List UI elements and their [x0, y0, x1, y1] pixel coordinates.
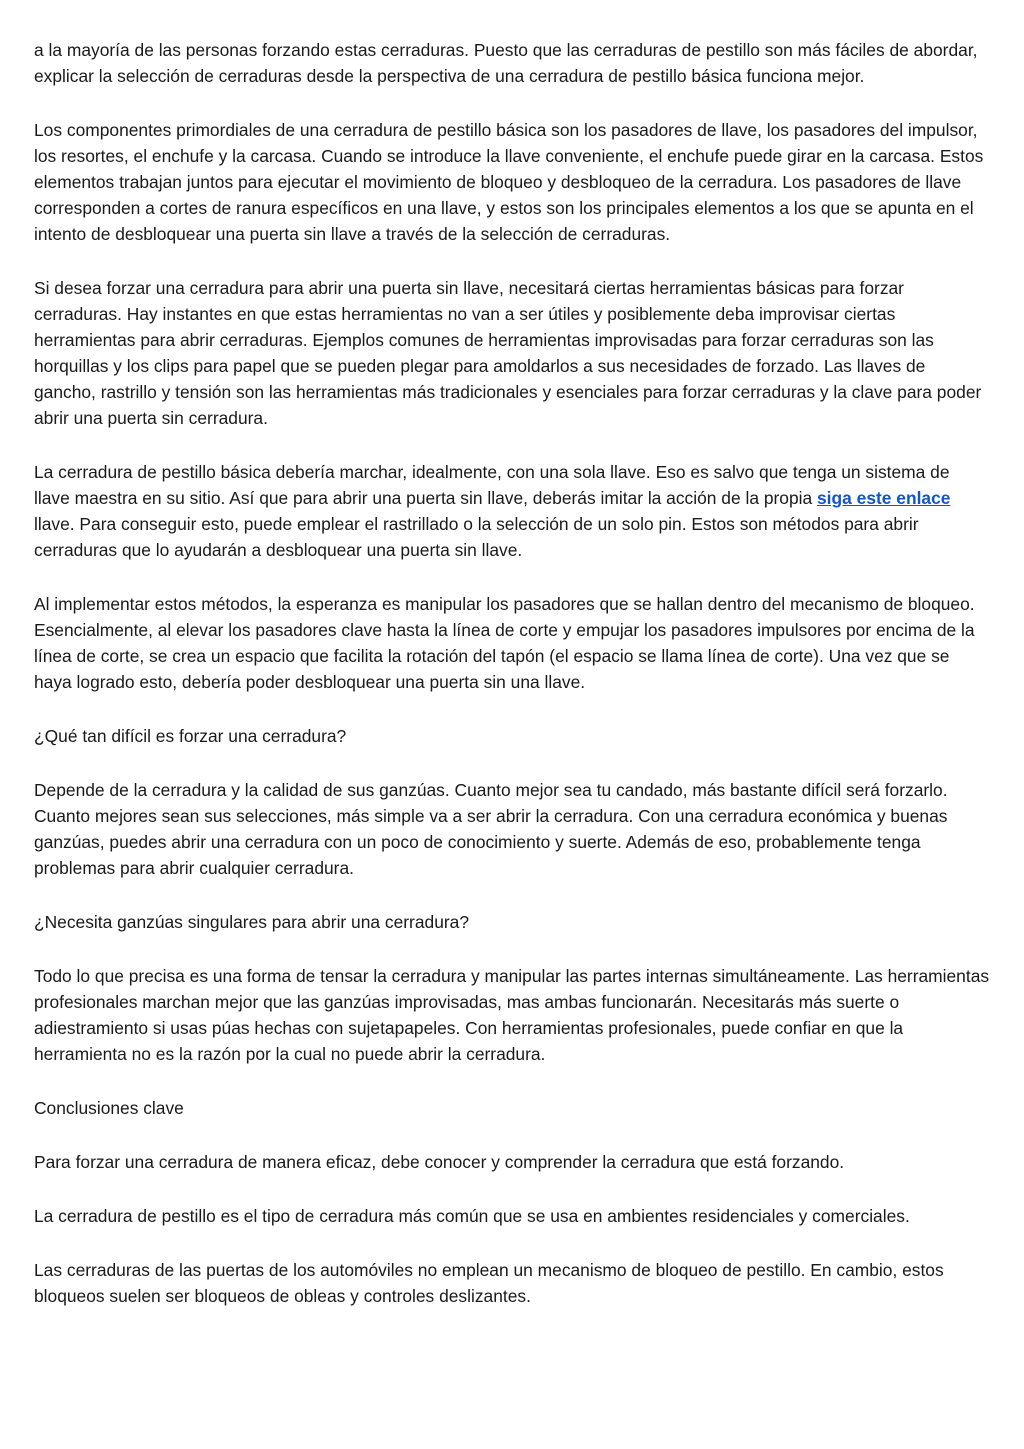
siga-este-enlace-link[interactable]: siga este enlace — [817, 488, 951, 508]
paragraph-pin-lock — [34, 459, 990, 563]
paragraph-intro: a la mayoría de las personas forzando estas cerraduras. Puesto que las cerraduras de pestillo son más fáciles de abordar, explicar la selección de cerraduras desde la perspectiva de una cerradura de pestillo básica funciona mejor. — [34, 40, 978, 86]
heading-conclusions: Conclusiones clave — [34, 1098, 184, 1118]
paragraph-components: Los componentes primordiales de una cerradura de pestillo básica son los pasadores de llave, los pasadores del impulsor, los resortes, el enchufe y la carcasa. Cuando se introduce la llave conveniente, el enchufe puede girar en la carcasa. Estos elementos trabajan juntos para ejecutar el movimiento de bloqueo y desbloqueo de la cerradura. Los pasadores de llave corresponden a cortes de ranura específicos en una llave, y estos son los principales elementos a los que se apunta en el intento de desbloquear una puerta sin llave a través de la selección de cerraduras. — [34, 120, 984, 244]
document-body — [34, 37, 990, 1337]
paragraph-pin-lock-before: La cerradura de pestillo básica debería marchar, idealmente, con una sola llave. Eso es salvo que tenga un sistema de llave maestra en su sitio. Así que para abrir una puerta sin llave, deberás imitar la acción de la propia — [34, 462, 950, 508]
paragraph-pin-lock-after: llave. Para conseguir esto, puede emplear el rastrillado o la selección de un solo pin. Estos son métodos para abrir cerraduras que lo ayudarán a desbloquear una puerta sin llave. — [34, 514, 919, 560]
paragraph-tools: Si desea forzar una cerradura para abrir una puerta sin llave, necesitará ciertas herramientas básicas para forzar cerraduras. Hay instantes en que estas herramientas no van a ser útiles y posiblemente deba improvisar ciertas herramientas para abrir cerraduras. Ejemplos comunes de herramientas improvisadas para forzar cerraduras son las horquillas y los clips para papel que se pueden plegar para amoldarlos a sus necesidades de forzado. Las llaves de gancho, rastrillo y tensión son las herramientas más tradicionales y esenciales para forzar cerraduras y la clave para poder abrir una puerta sin cerradura. — [34, 278, 982, 428]
paragraph-picks: Todo lo que precisa es una forma de tensar la cerradura y manipular las partes internas simultáneamente. Las herramientas profesionales marchan mejor que las ganzúas improvisadas, mas ambas funcionarán. Necesitarás más suerte o adiestramiento si usas púas hechas con sujetapapeles. Con herramientas profesionales, puede confiar en que la herramienta no es la razón por la cual no puede abrir la cerradura. — [34, 966, 990, 1064]
paragraph-difficulty: Depende de la cerradura y la calidad de sus ganzúas. Cuanto mejor sea tu candado, más bastante difícil será forzarlo. Cuanto mejores sean sus selecciones, más simple va a ser abrir la cerradura. Con una cerradura económica y buenas ganzúas, puedes abrir una cerradura con un poco de conocimiento y suerte. Además de eso, probablemente tenga problemas para abrir cualquier cerradura. — [34, 780, 948, 878]
conclusion-1: Para forzar una cerradura de manera eficaz, debe conocer y comprender la cerradura que está forzando. — [34, 1152, 845, 1172]
paragraph-methods: Al implementar estos métodos, la esperanza es manipular los pasadores que se hallan dentro del mecanismo de bloqueo. Esencialmente, al elevar los pasadores clave hasta la línea de corte y empujar los pasadores impulsores por encima de la línea de corte, se crea un espacio que facilita la rotación del tapón (el espacio se llama línea de corte). Una vez que se haya logrado esto, debería poder desbloquear una puerta sin una llave. — [34, 594, 975, 692]
conclusion-3: Las cerraduras de las puertas de los automóviles no emplean un mecanismo de bloqueo de pestillo. En cambio, estos bloqueos suelen ser bloqueos de obleas y controles deslizantes. — [34, 1260, 944, 1306]
question-difficulty: ¿Qué tan difícil es forzar una cerradura? — [34, 726, 347, 746]
question-picks: ¿Necesita ganzúas singulares para abrir una cerradura? — [34, 912, 470, 932]
conclusion-2: La cerradura de pestillo es el tipo de cerradura más común que se usa en ambientes residenciales y comerciales. — [34, 1206, 910, 1226]
